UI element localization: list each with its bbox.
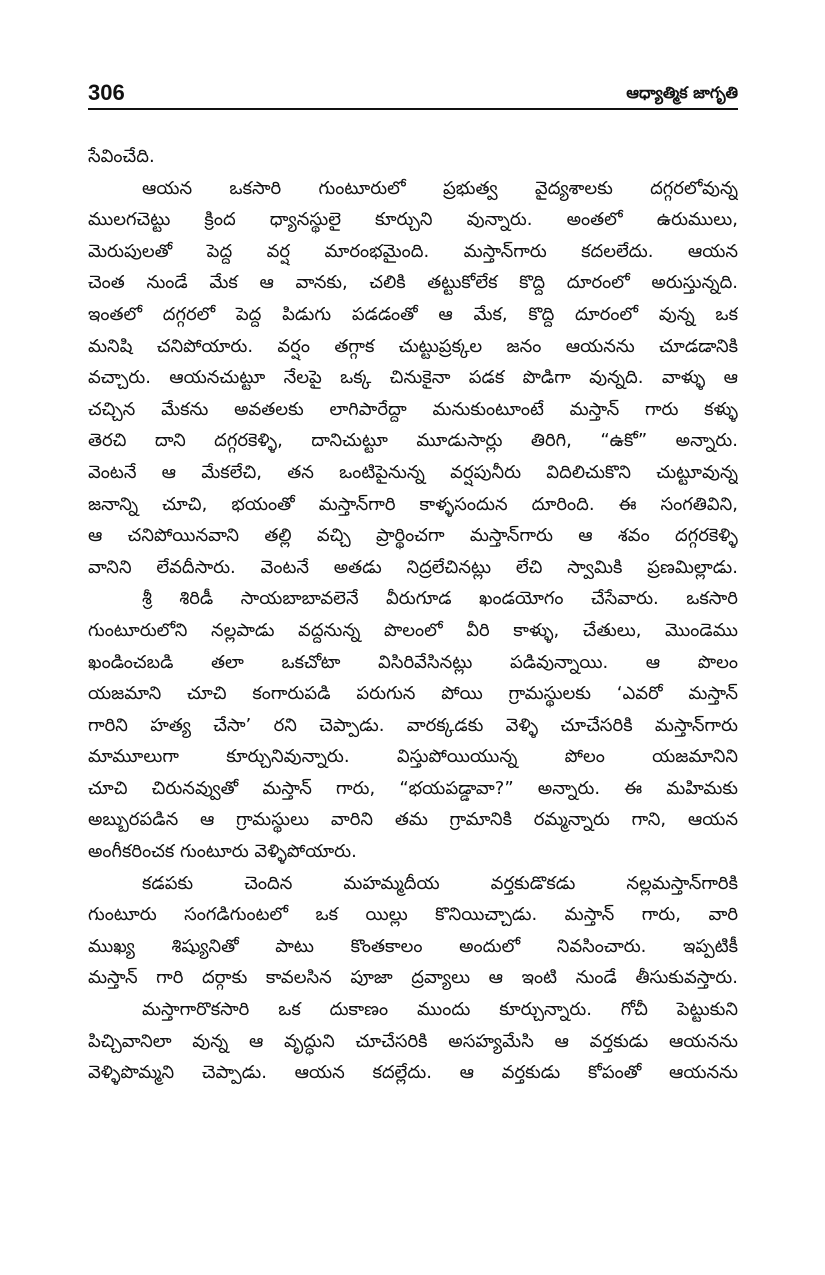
page-header	[88, 80, 738, 108]
text-line: పిచ్చివానిలా వున్న ఆ వృద్ధుని చూచేసరికి అసహ్యమేసి ఆ వర్తకుడు ఆయనను	[88, 1030, 738, 1052]
text-line: యజమాని చూచి కంగారుపడి పరుగున పోయి గ్రామస్థులకు ‘ఎవరో మస్తాన్	[88, 683, 738, 705]
text-line: మామూలుగా కూర్చునివున్నారు. విస్తుపోయియున్న పోలం యజమానిని	[88, 746, 738, 768]
text-line: గుంటూరులోని నల్లపాడు వద్దనున్న పొలంలో వీరి కాళ్ళు, చేతులు, మొండెము	[88, 619, 738, 641]
text-line: ములగచెట్టు క్రింద ధ్యానస్థులై కూర్చుని వున్నారు. అంతలో ఉరుములు,	[88, 209, 738, 231]
text-line: ముఖ్య శిష్యునితో పాటు కొంతకాలం అందులో నివసించారు. ఇప్పటికీ	[88, 935, 738, 957]
text-line: చచ్చిన మేకను అవతలకు లాగిపారేద్దా మనుకుంటూంటే మస్తాన్ గారు కళ్ళు	[88, 398, 738, 420]
text-line: ఇంతలో దగ్గరలో పెద్ద పిడుగు పడడంతో ఆ మేక, కొద్ది దూరంలో వున్న ఒక	[88, 303, 738, 325]
text-line: శ్రీ శిరిడీ సాయబాబావలెనే వీరుగూడ ఖండయోగం చేసేవారు. ఒకసారి	[142, 588, 738, 610]
text-line: చెంత నుండే మేక ఆ వానకు, చలికి తట్టుకోలేక కొద్ది దూరంలో అరుస్తున్నది.	[88, 272, 738, 294]
text-line: చూచి చిరునవ్వుతో మస్తాన్ గారు, “భయపడ్డావా?” అన్నారు. ఈ మహిమకు	[88, 777, 738, 799]
text-line: సేవించేది.	[88, 146, 155, 167]
text-line: తెరచి దాని దగ్గరకెళ్ళి, దానిచుట్టూ మూడుసార్లు తిరిగి, “ఉకో” అన్నారు.	[88, 430, 738, 452]
text-line: వెంటనే ఆ మేకలేచి, తన ఒంటిపైనున్న వర్షపునీరు విదిలిచుకొని చుట్టూవున్న	[88, 461, 738, 483]
text-line: వచ్చారు. ఆయనచుట్టూ నేలపై ఒక్క చినుకైనా పడక పొడిగా వున్నది. వాళ్ళు ఆ	[88, 367, 738, 389]
text-line: ఆయన ఒకసారి గుంటూరులో ప్రభుత్వ వైద్యశాలకు దగ్గరలోవున్న	[142, 177, 738, 199]
body-text	[88, 141, 738, 1089]
header-rule	[88, 108, 738, 110]
text-line: అంగీకరించక గుంటూరు వెళ్ళిపోయారు.	[88, 841, 357, 863]
running-title: ఆధ్యాత్మిక జాగృతి	[626, 83, 738, 102]
text-line: మస్తాగారొకసారి ఒక దుకాణం ముందు కూర్చున్నారు. గోచీ పెట్టుకుని	[142, 999, 738, 1021]
text-line: మనిషి చనిపోయారు. వర్షం తగ్గాక చుట్టుప్రక్కల జనం ఆయనను చూడడానికి	[88, 335, 738, 357]
text-line: మస్తాన్ గారి దర్గాకు కావలసిన పూజా ద్రవ్యాలు ఆ ఇంటి నుండే తీసుకువస్తారు.	[88, 967, 738, 989]
page-number: 306	[88, 80, 125, 105]
text-line: వెళ్ళిపొమ్మని చెప్పాడు. ఆయన కదల్లేదు. ఆ వర్తకుడు కోపంతో ఆయనను	[88, 1062, 738, 1084]
text-line: వానిని లేవదీసారు. వెంటనే అతడు నిద్రలేచినట్లు లేచి స్వామికి ప్రణమిల్లాడు.	[88, 556, 738, 578]
text-line: అబ్బురపడిన ఆ గ్రామస్థులు వారిని తమ గ్రామానికి రమ్మన్నారు గాని, ఆయన	[88, 809, 738, 831]
text-line: కడపకు చెందిన మహమ్మదీయ వర్తకుడొకడు నల్లమస్తాన్‌గారికి	[142, 872, 738, 894]
text-line: మెరుపులతో పెద్ద వర్ష మారంభమైంది. మస్తాన్‌గారు కదలలేదు. ఆయన	[88, 240, 738, 262]
text-line: గారిని హత్య చేసా’ రని చెప్పాడు. వారక్కడకు వెళ్ళి చూచేసరికి మస్తాన్‌గారు	[88, 714, 738, 736]
text-line: ఖండించబడి తలా ఒకచోటా విసిరివేసినట్లు పడివున్నాయి. ఆ పొలం	[88, 651, 738, 673]
text-line: ఆ చనిపోయినవాని తల్లి వచ్చి ప్రార్థించగా మస్తాన్‌గారు ఆ శవం దగ్గరకెళ్ళి	[88, 525, 738, 547]
text-line: జనాన్ని చూచి, భయంతో మస్తాన్‌గారి కాళ్ళసందున దూరింది. ఈ సంగతివిని,	[88, 493, 738, 515]
text-line: గుంటూరు సంగడిగుంటలో ఒక యిల్లు కొనియిచ్చాడు. మస్తాన్ గారు, వారి	[88, 904, 738, 926]
